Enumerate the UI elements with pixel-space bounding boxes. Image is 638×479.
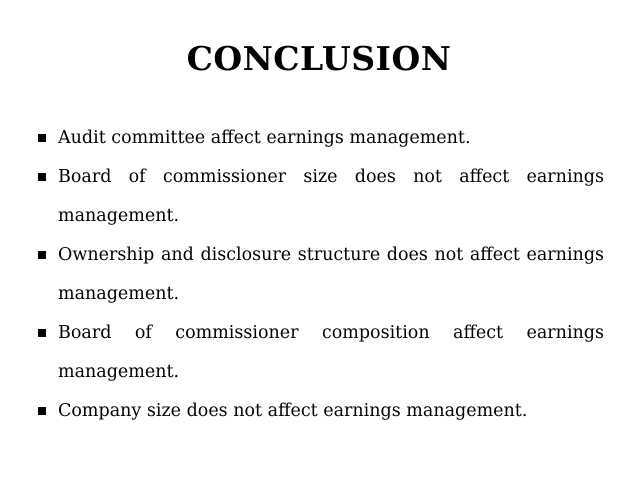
slide-title: CONCLUSION	[186, 39, 452, 78]
square-bullet-icon	[38, 134, 46, 142]
bullet-text: Company size does not affect earnings management.	[58, 401, 528, 421]
bullet-text: Board of commissioner composition affect earnings management.	[58, 323, 604, 382]
conclusion-list	[38, 119, 604, 431]
list-item	[38, 236, 604, 314]
list-item	[38, 392, 604, 431]
bullet-text: Board of commissioner size does not affect earnings management.	[58, 167, 604, 226]
square-bullet-icon	[38, 251, 46, 259]
list-item	[38, 119, 604, 158]
square-bullet-icon	[38, 173, 46, 181]
list-item	[38, 158, 604, 236]
bullet-text: Ownership and disclosure structure does not affect earnings management.	[58, 245, 604, 304]
square-bullet-icon	[38, 329, 46, 337]
square-bullet-icon	[38, 407, 46, 415]
list-item	[38, 314, 604, 392]
bullet-text: Audit committee affect earnings management.	[58, 128, 471, 148]
